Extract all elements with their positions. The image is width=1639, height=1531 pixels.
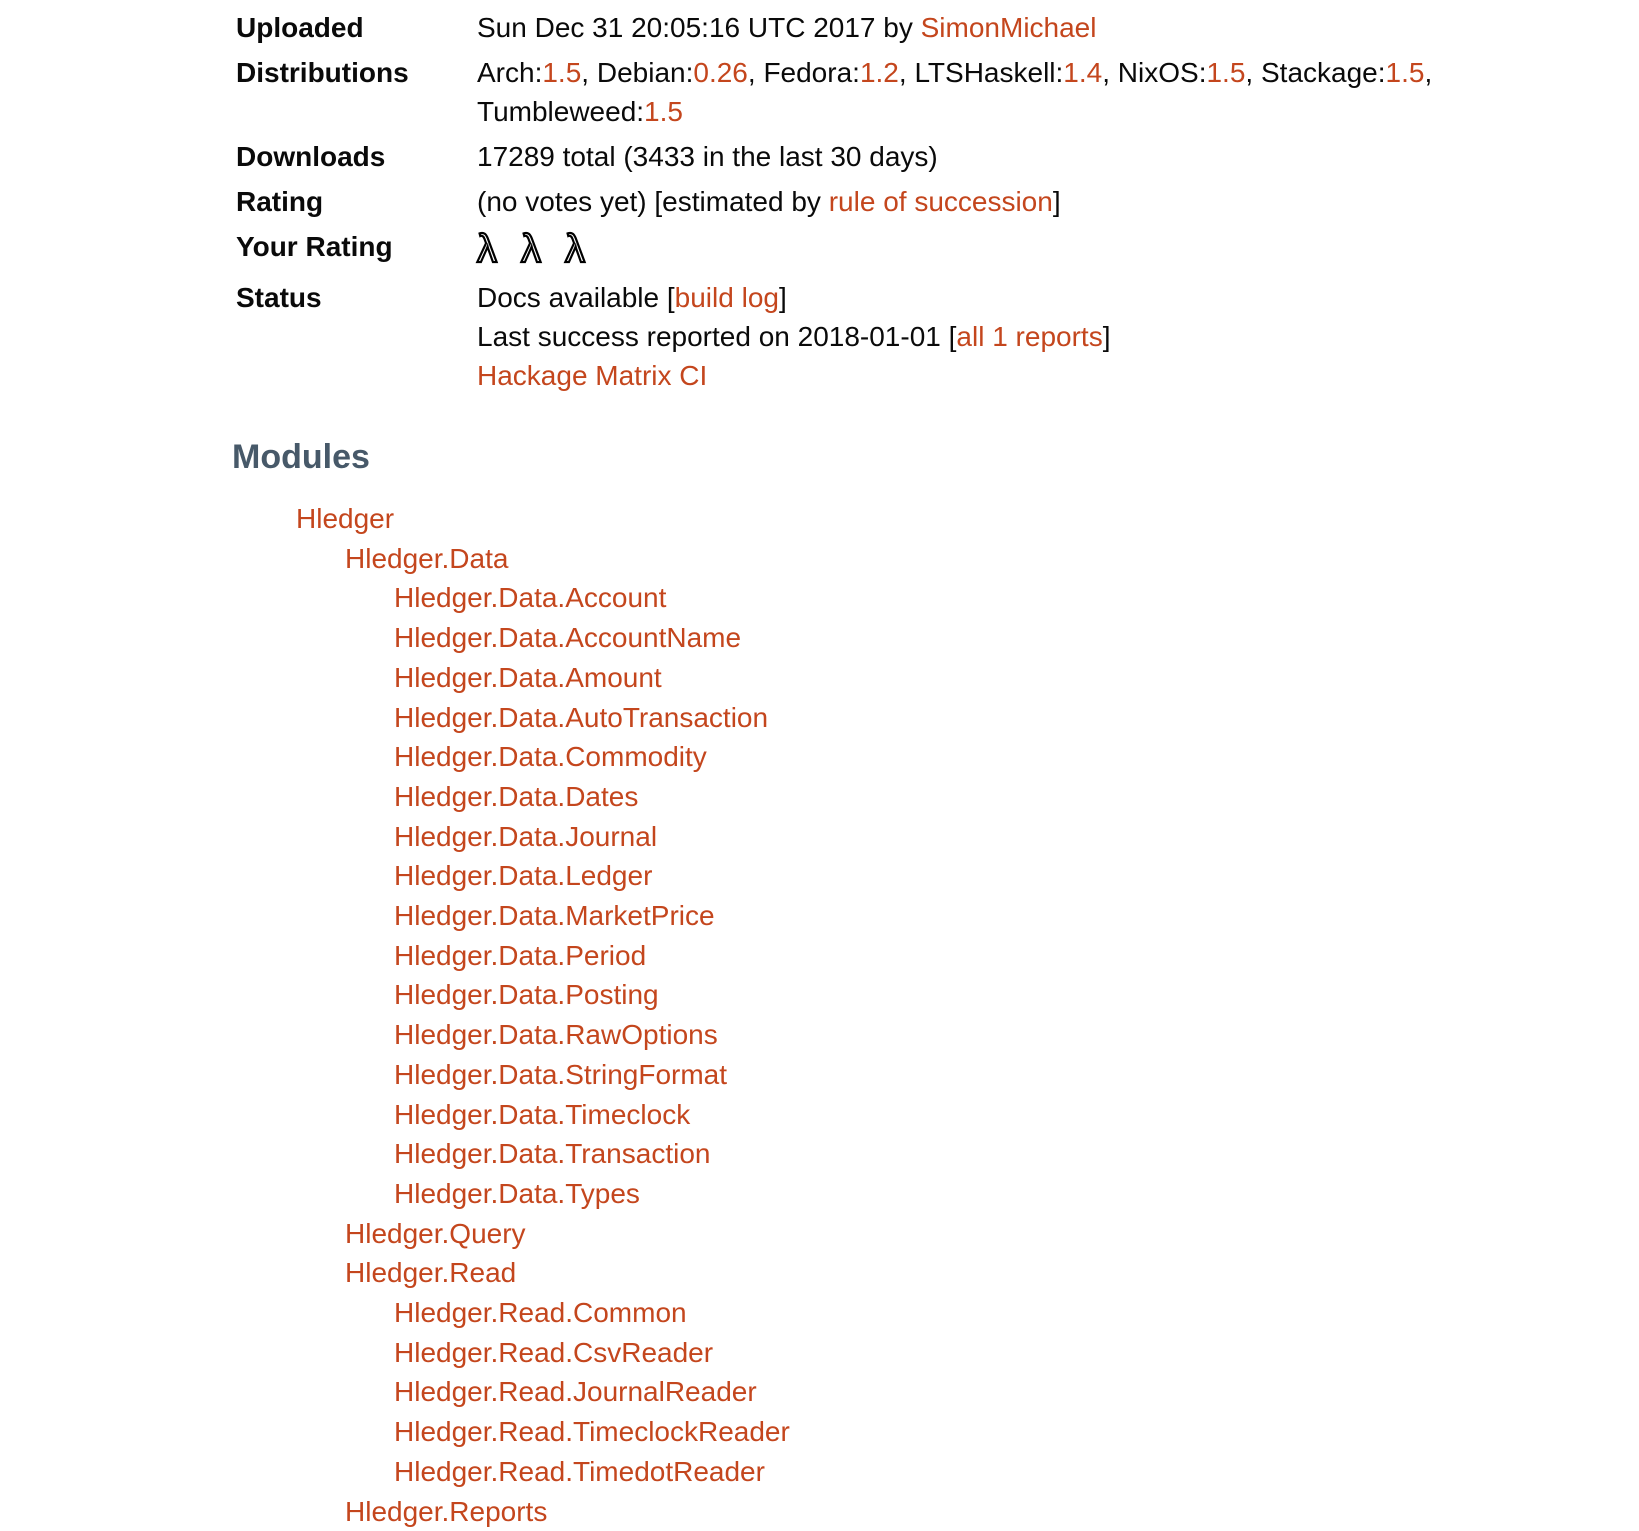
uploaded-label: Uploaded <box>236 12 364 43</box>
rating-value <box>477 182 1517 227</box>
hackage-matrix-ci-link[interactable]: Hackage Matrix CI <box>477 360 708 391</box>
status-value <box>477 278 1517 401</box>
row-uploaded <box>236 8 1517 53</box>
downloads-label: Downloads <box>236 141 386 172</box>
module-list-item <box>232 817 1639 857</box>
module-link[interactable]: Hledger.Read.TimeclockReader <box>394 1416 790 1448</box>
distribution-name: Fedora: <box>763 57 860 88</box>
uploaded-text: Sun Dec 31 20:05:16 UTC 2017 by <box>477 12 921 43</box>
module-link[interactable]: Hledger.Read.TimedotReader <box>394 1455 765 1487</box>
distribution-entry <box>1118 57 1261 88</box>
distribution-separator: , <box>581 57 597 88</box>
module-link[interactable]: Hledger.Data.Posting <box>394 979 659 1011</box>
module-link[interactable]: Hledger.Data.Period <box>394 939 647 971</box>
module-list-item <box>232 1095 1639 1135</box>
distribution-name: LTSHaskell: <box>914 57 1064 88</box>
distribution-name: Tumbleweed: <box>477 96 645 127</box>
module-list-item <box>232 1174 1639 1214</box>
module-list-item <box>232 539 1639 579</box>
module-link[interactable]: Hledger.Data.StringFormat <box>394 1058 728 1090</box>
distribution-version-link[interactable]: 1.5 <box>1206 57 1246 88</box>
module-list-item <box>232 1412 1639 1452</box>
downloads-value: 17289 total (3433 in the last 30 days) <box>477 141 938 172</box>
rating-label: Rating <box>236 186 324 217</box>
rating-lambda-icon[interactable]: λ <box>565 227 585 271</box>
module-list-item <box>232 777 1639 817</box>
distribution-name: Arch: <box>477 57 543 88</box>
module-link[interactable]: Hledger.Read <box>345 1257 517 1289</box>
module-link[interactable]: Hledger.Reports <box>345 1495 548 1527</box>
rating-lambda-icon[interactable]: λ <box>477 227 497 271</box>
distribution-separator: , <box>1424 57 1433 88</box>
distribution-version-link[interactable]: 1.4 <box>1063 57 1103 88</box>
module-list-item <box>232 737 1639 777</box>
module-link[interactable]: Hledger.Data.RawOptions <box>394 1019 718 1051</box>
distribution-version-link[interactable]: 1.2 <box>859 57 899 88</box>
module-list-item <box>232 1214 1639 1254</box>
module-list-item <box>232 1293 1639 1333</box>
module-link[interactable]: Hledger.Data.AutoTransaction <box>394 701 769 733</box>
module-list-item <box>232 856 1639 896</box>
module-list-item <box>232 618 1639 658</box>
module-list-item <box>232 1492 1639 1531</box>
rating-text-after: ] <box>1052 186 1061 217</box>
status-line-docs <box>477 278 1517 317</box>
uploader-link[interactable]: SimonMichael <box>920 12 1097 43</box>
module-list-item <box>232 975 1639 1015</box>
module-list-item <box>232 896 1639 936</box>
status-line-matrix <box>477 356 1517 395</box>
module-list-item <box>232 1452 1639 1492</box>
module-link[interactable]: Hledger.Data.Ledger <box>394 860 653 892</box>
distribution-name: NixOS: <box>1117 57 1207 88</box>
all-reports-link[interactable]: all 1 reports <box>956 321 1103 352</box>
module-link[interactable]: Hledger.Data.Transaction <box>394 1138 711 1170</box>
module-list-item <box>232 698 1639 738</box>
module-list-item <box>232 1134 1639 1174</box>
module-list-item <box>232 499 1639 539</box>
module-link[interactable]: Hledger <box>296 503 395 534</box>
rule-of-succession-link[interactable]: rule of succession <box>828 186 1053 217</box>
module-link[interactable]: Hledger.Data.Amount <box>394 661 662 693</box>
modules-heading: Modules <box>232 438 370 476</box>
status-docs-text: Docs available [ <box>477 282 675 313</box>
module-link[interactable]: Hledger.Data.Journal <box>394 820 658 852</box>
status-line-success <box>477 317 1517 356</box>
module-list-item <box>232 1015 1639 1055</box>
rating-lambda-icon[interactable]: λ <box>521 227 541 271</box>
distribution-entry <box>1261 57 1432 88</box>
distributions-label: Distributions <box>236 57 409 88</box>
module-link[interactable]: Hledger.Data.Timeclock <box>394 1098 691 1130</box>
module-link[interactable]: Hledger.Data.Commodity <box>394 741 707 773</box>
status-success-text-after: ] <box>1102 321 1111 352</box>
row-your-rating <box>236 227 1517 278</box>
module-link[interactable]: Hledger.Data.Dates <box>394 780 639 812</box>
uploaded-value <box>477 8 1517 53</box>
module-link[interactable]: Hledger.Query <box>345 1217 526 1249</box>
module-list-item <box>232 658 1639 698</box>
distribution-separator: , <box>1102 57 1118 88</box>
module-link[interactable]: Hledger.Read.JournalReader <box>394 1376 757 1408</box>
your-rating-label: Your Rating <box>236 231 393 262</box>
module-link[interactable]: Hledger.Data.MarketPrice <box>394 900 715 932</box>
distributions-value <box>477 53 1517 137</box>
module-list-item <box>232 578 1639 618</box>
your-rating-widget <box>477 227 1517 278</box>
distribution-name: Debian: <box>596 57 694 88</box>
distribution-separator: , <box>898 57 915 88</box>
module-list <box>232 499 1639 1531</box>
distribution-version-link[interactable]: 0.26 <box>693 57 748 88</box>
package-properties-table <box>236 8 1517 401</box>
distribution-entry <box>477 57 597 88</box>
row-rating <box>236 182 1517 227</box>
distribution-separator: , <box>747 57 764 88</box>
distribution-entry <box>914 57 1117 88</box>
distribution-entry <box>477 96 683 127</box>
build-log-link[interactable]: build log <box>674 282 779 313</box>
distribution-separator: , <box>1245 57 1261 88</box>
module-link[interactable]: Hledger.Data.Types <box>394 1177 640 1209</box>
distribution-entry <box>763 57 914 88</box>
module-list-item <box>232 1055 1639 1095</box>
module-link[interactable]: Hledger.Read.Common <box>394 1297 687 1329</box>
distribution-name: Stackage: <box>1260 57 1386 88</box>
module-link[interactable]: Hledger.Data.Account <box>394 582 667 614</box>
row-downloads <box>236 137 1517 182</box>
rating-text: (no votes yet) [estimated by <box>477 186 829 217</box>
package-page <box>0 8 1639 1531</box>
module-list-item <box>232 936 1639 976</box>
status-docs-text-after: ] <box>778 282 787 313</box>
row-status <box>236 278 1517 401</box>
module-link[interactable]: Hledger.Data.AccountName <box>394 622 742 654</box>
distribution-version-link[interactable]: 1.5 <box>1385 57 1425 88</box>
status-success-text: Last success reported on 2018-01-01 [ <box>477 321 957 352</box>
distribution-version-link[interactable]: 1.5 <box>542 57 582 88</box>
row-distributions <box>236 53 1517 137</box>
distribution-entry <box>597 57 764 88</box>
module-list-item <box>232 1372 1639 1412</box>
distribution-version-link[interactable]: 1.5 <box>644 96 683 127</box>
status-label: Status <box>236 282 322 313</box>
module-list-item <box>232 1253 1639 1293</box>
module-link[interactable]: Hledger.Data <box>345 542 509 574</box>
module-list-item <box>232 1333 1639 1373</box>
module-link[interactable]: Hledger.Read.CsvReader <box>394 1336 714 1368</box>
